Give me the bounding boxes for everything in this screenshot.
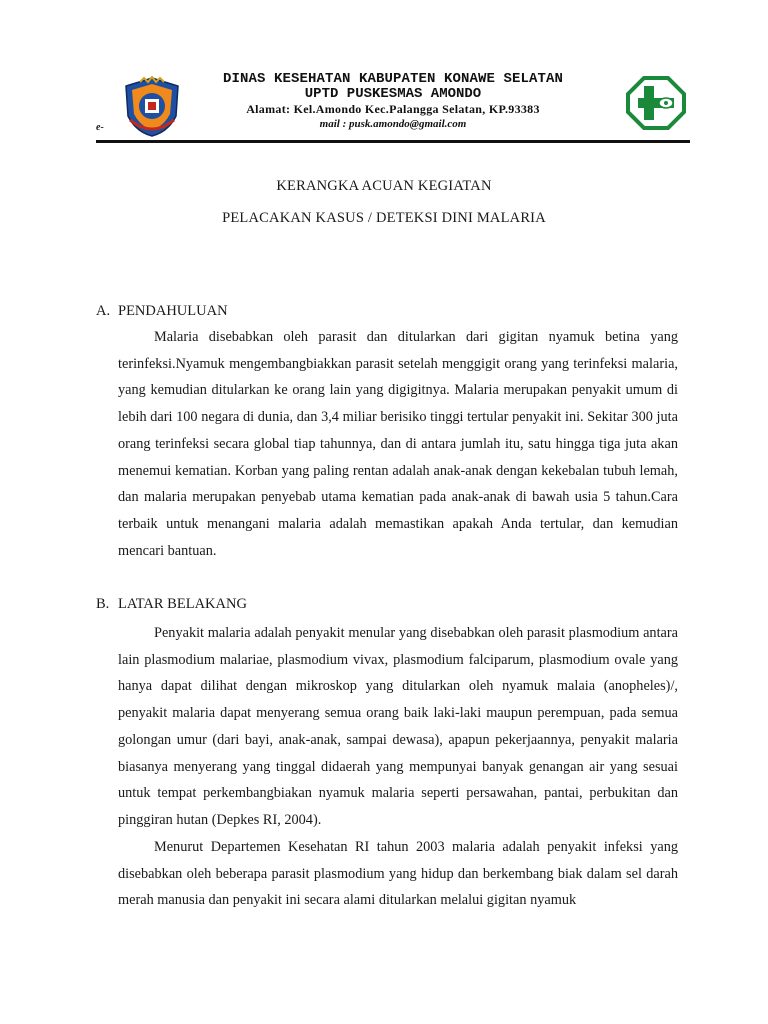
section-b-body-1 — [118, 620, 678, 834]
section-b-paragraph-2: Menurut Departemen Kesehatan RI tahun 2003 malaria adalah penyakit infeksi yang disebabkan oleh beberapa parasit plasmodium yang hidup dan berkembang biak dalam sel darah merah manusia dan penyakit ini secara alami ditularkan melalui gigitan nyamuk — [118, 839, 678, 909]
section-a-heading — [96, 303, 228, 320]
document-subtitle: PELACAKAN KASUS / DETEKSI DINI MALARIA — [222, 210, 546, 226]
unit-name: UPTD PUSKESMAS AMONDO — [304, 86, 482, 102]
section-a-paragraph: Malaria disebabkan oleh parasit dan ditularkan dari gigitan nyamuk betina yang terinfeksi.Nyamuk mengembangbiakkan parasit setelah menggigit orang yang terinfeksi malaria, yang kemudian ditularkan ke orang lain yang digigitnya. Malaria merupakan penyakit umum di lebih dari 100 negara di dunia, dan 3,4 miliar berisiko tinggi tertular penyakit ini. Sekitar 300 juta orang terinfeksi secara global tiap tahunnya, dan di antara jumlah itu, satu hingga tiga juta akan menemui kematian. Korban yang paling rentan adalah anak-anak dengan kekebalan tubuh lemah, dan malaria merupakan penyebab utama kematian pada anak-anak di bawah usia 5 tahun.Cara terbaik untuk menangani malaria adalah memastikan apakah Anda tertular, dan kemudian mencari bantuan. — [118, 329, 678, 559]
section-a-letter: A. — [96, 303, 111, 319]
section-a-body — [118, 324, 678, 564]
puskesmas-logo — [626, 76, 686, 130]
address-line: Alamat: Kel.Amondo Kec.Palangga Selatan, KP.93383 — [246, 102, 540, 116]
document-title: KERANGKA ACUAN KEGIATAN — [276, 178, 492, 194]
section-b-heading — [96, 596, 247, 613]
letterhead — [96, 66, 690, 144]
section-b-letter: B. — [96, 596, 110, 612]
section-b-body-2 — [118, 834, 678, 914]
email-line: mail : pusk.amondo@gmail.com — [319, 118, 467, 130]
email-prefix: e- — [96, 122, 104, 133]
section-a-title: PENDAHULUAN — [118, 303, 228, 319]
letterhead-divider — [96, 140, 690, 143]
section-b-title: LATAR BELAKANG — [118, 596, 247, 612]
agency-name: DINAS KESEHATAN KABUPATEN KONAWE SELATAN — [222, 71, 564, 87]
section-b-paragraph-1: Penyakit malaria adalah penyakit menular yang disebabkan oleh parasit plasmodium antara lain plasmodium malariae, plasmodium vivax, plasmodium falciparum, plasmodium ovale yang hanya dapat dilihat dengan mikroskop yang ditularkan oleh nyamuk malaia (anopheles)/, penyakit malaria dapat menyerang semua orang baik laki-laki maupun perempuan, pada semua golongan umur (dari bayi, anak-anak, sampai dewasa), apapun pekerjaannya, penyakit malaria biasanya menyerang yang tinggal didaerah yang mempunyai banyak genangan air yang sesuai untuk tempat perkembangbiakan nyamuk malaria seperti persawahan, pantai, perbukitan dan pinggiran hutan (Depkes RI, 2004). — [118, 625, 678, 828]
letterhead-text — [156, 72, 630, 131]
